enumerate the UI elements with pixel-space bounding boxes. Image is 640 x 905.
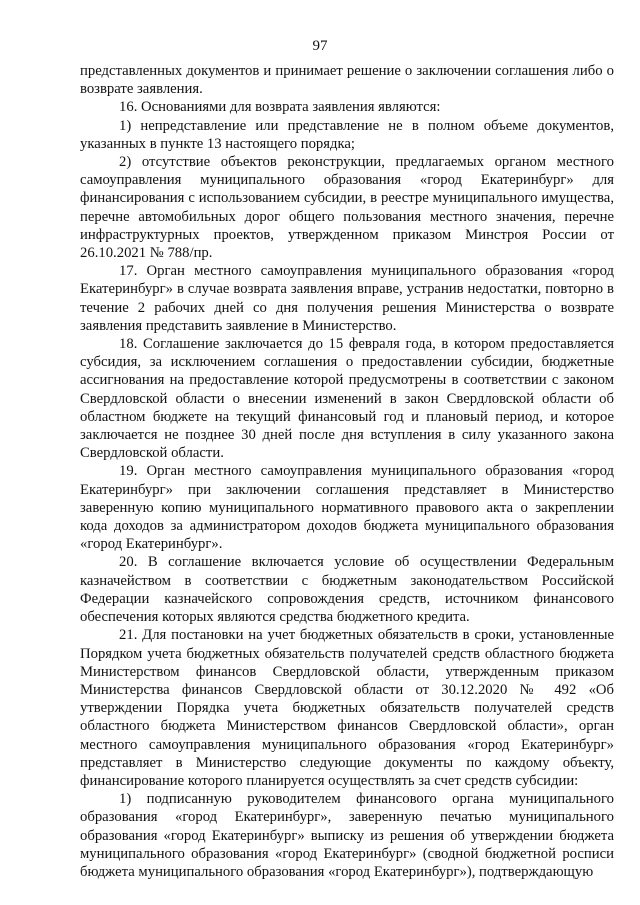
paragraph-18: 18. Соглашение заключается до 15 февраля года, в котором предоставляется субсидия, за исключением соглашения о предоставлении субсидии, бюджетные ассигнования на предоставление которой предусмотрены в соответствии с законом Свердловской области о внесении изменений в закон Свердловской области об областном бюджете на текущий финансовый год и плановый период, и которое заключается не позднее 30 дней после дня вступления в силу указанного закона Свердловской области. [80, 336, 614, 462]
paragraph-17: 17. Орган местного самоуправления муниципального образования «город Екатеринбург» в случае возврата заявления вправе, устранив недостатки, повторно в течение 2 рабочих дней со дня получения решения Министерства о возврате заявления представить заявление в Министерство. [80, 263, 614, 334]
paragraph-19: 19. Орган местного самоуправления муниципального образования «город Екатеринбург» при заключении соглашения представляет в Министерство заверенную копию муниципального нормативного правового акта о закреплении кода доходов за администратором доходов бюджета муниципального образования «город Екатеринбург». [80, 463, 614, 553]
paragraph-21-item-1: 1) подписанную руководителем финансового органа муниципального образования «город Екатеринбург», заверенную печатью муниципального образования «город Екатеринбург» выписку из решения об утверждении бюджета муниципального образования «город Екатеринбург» (сводной бюджетной росписи бюджета муниципального образования «город Екатеринбург»), подтверждающую [80, 791, 614, 880]
paragraph-16-item-1: 1) непредставление или представление не в полном объеме документов, указанных в пункте 13 настоящего порядка; [80, 117, 614, 152]
paragraph-21: 21. Для постановки на учет бюджетных обязательств в сроки, установленные Порядком учета бюджетных обязательств получателей средств областного бюджета Министерством финансов Свердловской области, утвержденным приказом Министерства финансов Свердловской области от 30.12.2020 № 492 «Об утверждении Порядка учета бюджетных обязательств получателей средств областного бюджета Министерством финансов Свердловской области», орган местного самоуправления муниципального образования «город Екатеринбург» представляет в Министерство следующие документы по каждому объекту, финансирование которого планируется осуществлять за счет средств субсидии: [80, 627, 614, 789]
paragraph-20: 20. В соглашение включается условие об осуществлении Федеральным казначейством в соответствии с бюджетным законодательством Российской Федерации казначейского сопровождения средств, источником финансового обеспечения которых являются средства бюджетного кредита. [80, 554, 614, 626]
paragraph-16-item-2: 2) отсутствие объектов реконструкции, предлагаемых органом местного самоуправления муниципального образования «город Екатеринбург» для финансирования с использованием субсидии, в реестре муниципального имущества, перечне автомобильных дорог общего пользования местного значения, перечне инфраструктурных проектов, утвержденном приказом Минстроя России от 26.10.2021 № 788/пр. [80, 154, 614, 262]
body-text [80, 62, 614, 881]
paragraph-continuation: представленных документов и принимает решение о заключении соглашения либо о возврате заявления. [80, 63, 614, 98]
page-number: 97 [312, 38, 328, 54]
paragraph-16-heading: 16. Основаниями для возврата заявления являются: [119, 99, 441, 116]
